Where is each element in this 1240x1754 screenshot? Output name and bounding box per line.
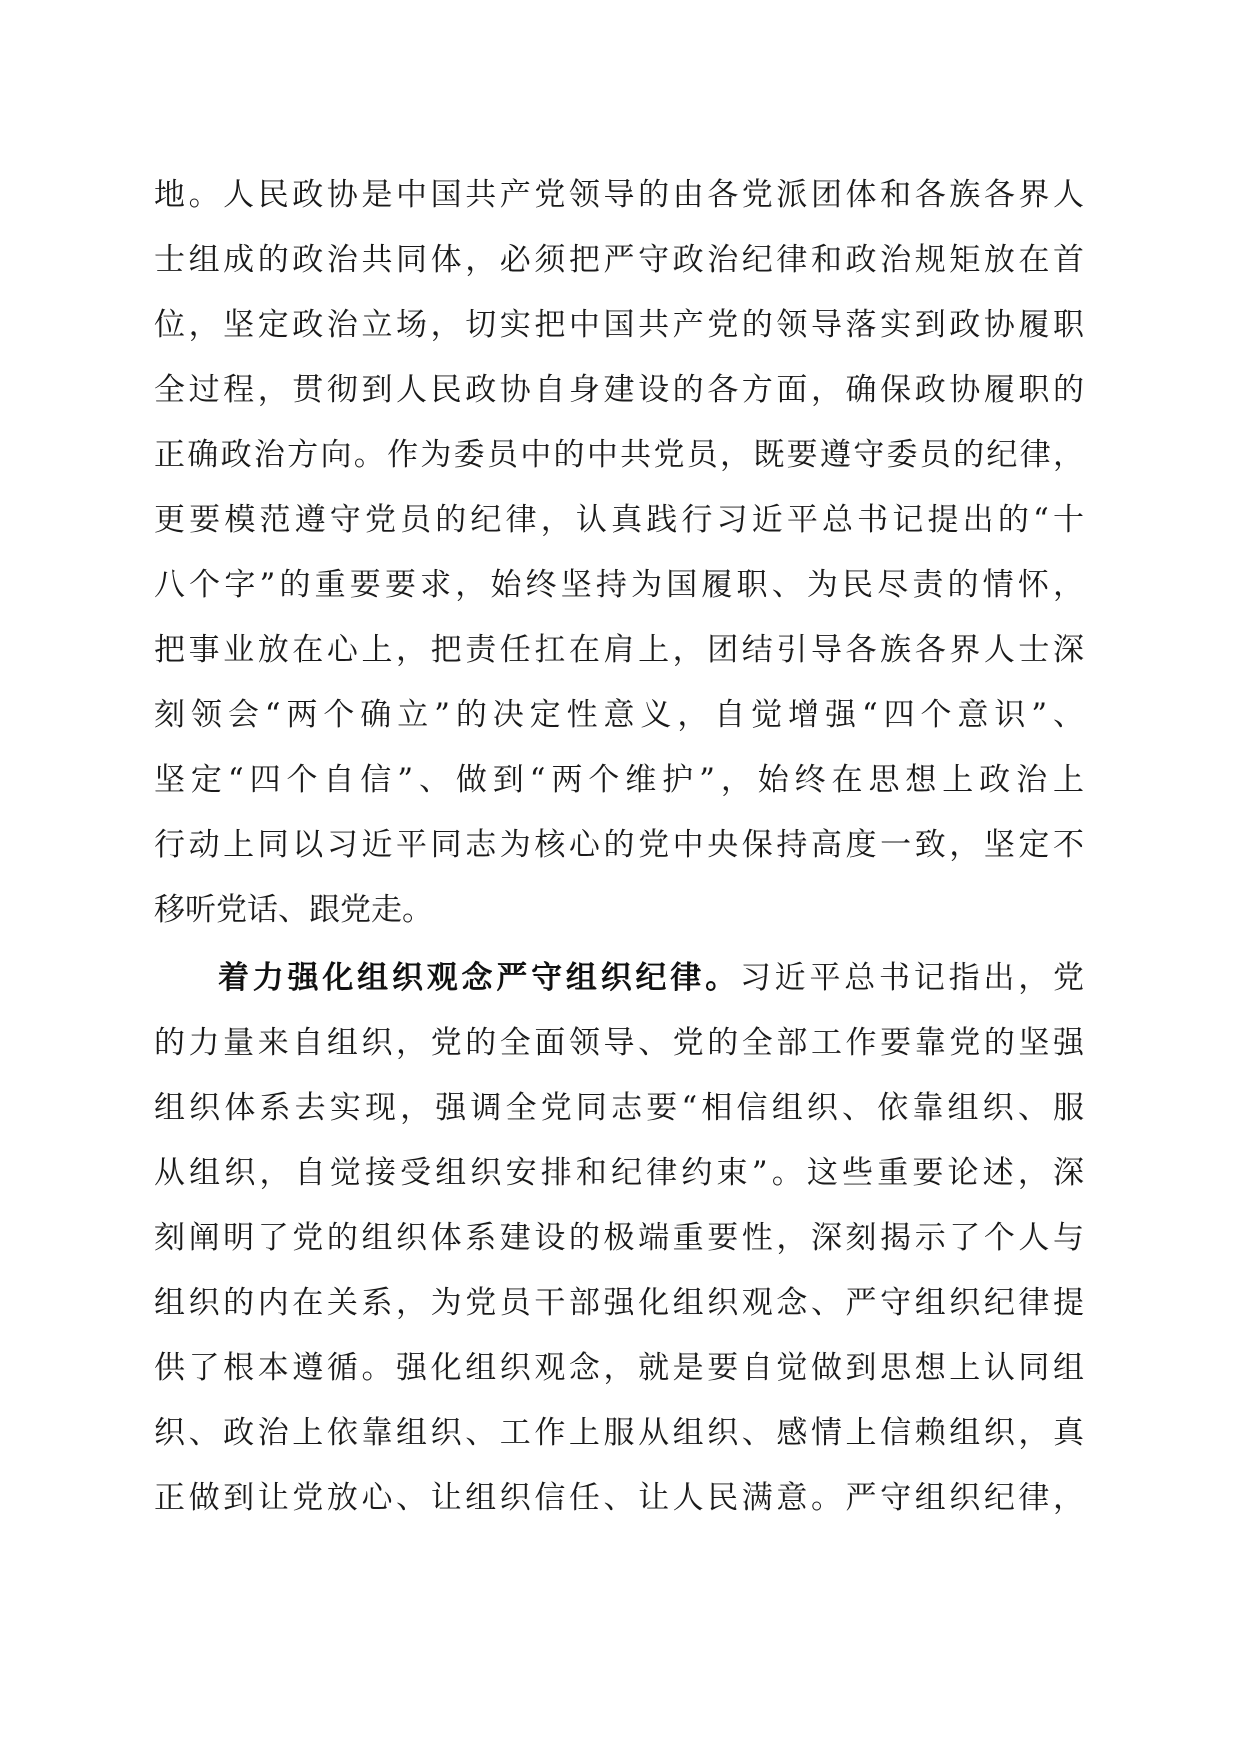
paragraph-line: 的力量来自组织，党的全面领导、党的全部工作要靠党的坚强 <box>154 1025 1084 1061</box>
paragraph-political-discipline <box>154 163 1084 943</box>
paragraph-line: 把事业放在心上，把责任扛在肩上，团结引导各族各界人士深 <box>154 632 1084 668</box>
paragraph-line: 从组织，自觉接受组织安排和纪律约束”。这些重要论述，深 <box>154 1155 1084 1191</box>
paragraph-line: 行动上同以习近平同志为核心的党中央保持高度一致，坚定不 <box>154 827 1084 863</box>
paragraph-first-line <box>154 946 1084 1011</box>
paragraph-line: 织、政治上依靠组织、工作上服从组织、感情上信赖组织，真 <box>154 1415 1084 1451</box>
body-text <box>154 163 1084 1531</box>
paragraph-line: 士组成的政治共同体，必须把严守政治纪律和政治规矩放在首 <box>154 242 1084 278</box>
paragraph-line: 地。人民政协是中国共产党领导的由各党派团体和各族各界人 <box>154 177 1084 213</box>
paragraph-line: 移听党话、跟党走。 <box>154 892 433 928</box>
paragraph-line: 组织体系去实现，强调全党同志要“相信组织、依靠组织、服 <box>154 1090 1084 1126</box>
paragraph-line: 供了根本遵循。强化组织观念，就是要自觉做到思想上认同组 <box>154 1350 1084 1386</box>
paragraph-line: 组织的内在关系，为党员干部强化组织观念、严守组织纪律提 <box>154 1285 1084 1321</box>
paragraph-line: 更要模范遵守党员的纪律，认真践行习近平总书记提出的“十 <box>154 502 1084 538</box>
paragraph-line: 坚定“四个自信”、做到“两个维护”，始终在思想上政治上 <box>154 762 1084 798</box>
paragraph-line: 正确政治方向。作为委员中的中共党员，既要遵守委员的纪律， <box>154 437 1084 473</box>
paragraph-line: 正做到让党放心、让组织信任、让人民满意。严守组织纪律， <box>154 1480 1084 1516</box>
section-heading: 着力强化组织观念严守组织纪律。 <box>218 960 740 996</box>
paragraph-line: 位，坚定政治立场，切实把中国共产党的领导落实到政协履职 <box>154 307 1084 343</box>
paragraph-line: 刻领会“两个确立”的决定性意义，自觉增强“四个意识”、 <box>154 697 1084 733</box>
paragraph-line: 八个字”的重要要求，始终坚持为国履职、为民尽责的情怀， <box>154 567 1084 603</box>
paragraph-line: 全过程，贯彻到人民政协自身建设的各方面，确保政协履职的 <box>154 372 1084 408</box>
paragraph-text: 习近平总书记指出，党 <box>739 960 1084 996</box>
paragraph-organizational-discipline <box>154 946 1084 1531</box>
paragraph-line: 刻阐明了党的组织体系建设的极端重要性，深刻揭示了个人与 <box>154 1220 1084 1256</box>
